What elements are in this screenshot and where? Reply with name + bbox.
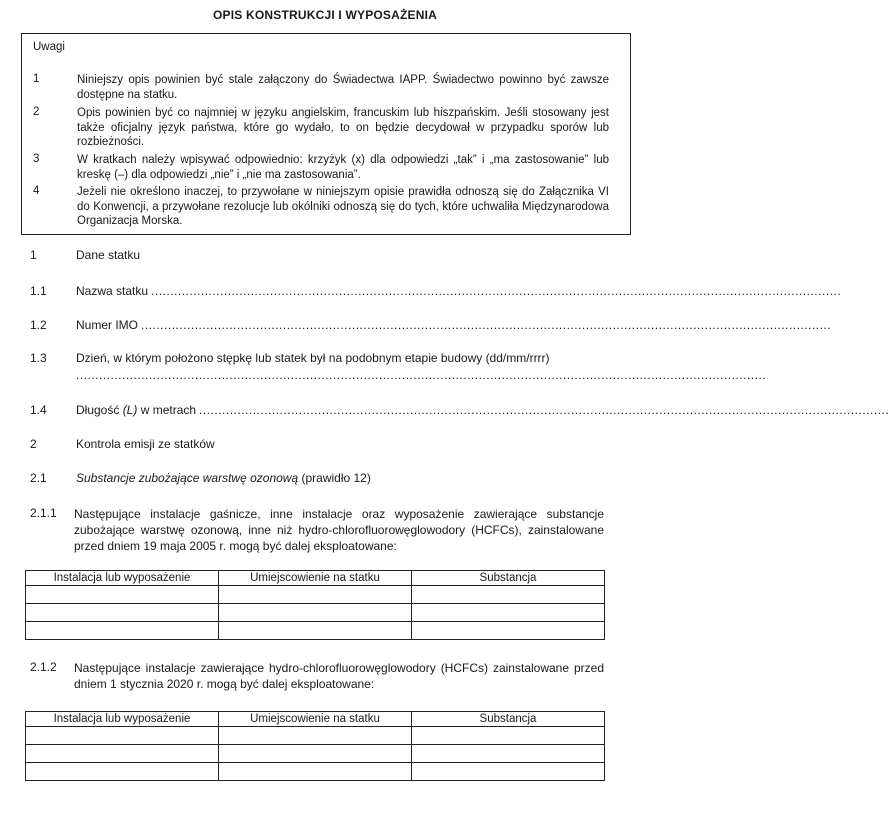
section-number: 2.1.2: [30, 660, 57, 674]
table-cell[interactable]: [219, 727, 412, 745]
ship-name-field[interactable]: [76, 284, 842, 298]
table-row[interactable]: [26, 763, 605, 781]
note-number: 4: [33, 185, 40, 197]
table-row[interactable]: [26, 604, 605, 622]
table-cell[interactable]: [219, 745, 412, 763]
column-header: Umiejscowienie na statku: [219, 712, 412, 727]
table-cell[interactable]: [412, 763, 605, 781]
length-field[interactable]: [76, 403, 889, 417]
table-row[interactable]: [26, 586, 605, 604]
fill-line: ....................................................................................................................................................................................: [151, 284, 842, 298]
note-text: Niniejszy opis powinien być stale załączony do Świadectwa IAPP. Świadectwo powinno być zawsze dostępne na statku.: [77, 74, 609, 101]
table-cell[interactable]: [26, 604, 219, 622]
table-header-row: [26, 571, 605, 586]
subsection-heading: Substancje zubożające warstwę ozonową (prawidło 12): [76, 471, 371, 485]
table-cell[interactable]: [412, 727, 605, 745]
table-cell[interactable]: [219, 604, 412, 622]
fill-line: ....................................................................................................................................................................................: [199, 403, 889, 417]
section-heading: Dane statku: [76, 248, 141, 262]
section-number: 1.2: [30, 318, 47, 332]
column-header: Substancja: [412, 571, 605, 586]
paragraph: Następujące instalacje gaśnicze, inne instalacje oraz wyposażenie zawierające substancje zubożające warstwę ozonową, inne niż hydro-chlorofluorowęglowodory (HCFCs), zainstalowane przed dniem 19 maja 2005 r. mogą być dalej eksploatowane:: [74, 507, 604, 553]
column-header: Substancja: [412, 712, 605, 727]
column-header: Umiejscowienie na statku: [219, 571, 412, 586]
note-number: 2: [33, 106, 40, 118]
table-cell[interactable]: [26, 763, 219, 781]
keel-date-label: Dzień, w którym położono stępkę lub statek był na podobnym etapie budowy (dd/mm/rrrr): [76, 351, 550, 365]
table-cell[interactable]: [219, 622, 412, 640]
table-cell[interactable]: [412, 745, 605, 763]
section-number: 1.4: [30, 403, 47, 417]
table-cell[interactable]: [26, 745, 219, 763]
section-number: 1: [30, 248, 37, 262]
table-cell[interactable]: [219, 763, 412, 781]
note-text: Jeżeli nie określono inaczej, to przywołane w niniejszym opisie prawidła odnoszą się do Załącznika VI do Konwencji, a przywołane rezolucje lub okólniki odnoszą się do tych, które uchwaliła Międzynarodowa Organizacja Morska.: [77, 186, 609, 227]
fill-line: ....................................................................................................................................................................................: [141, 318, 832, 332]
table-cell[interactable]: [412, 622, 605, 640]
field-label: Numer IMO: [76, 318, 139, 332]
section-heading: Kontrola emisji ze statków: [76, 437, 215, 451]
keel-date-field[interactable]: ....................................................................................................................................................................................: [76, 368, 767, 382]
table-cell[interactable]: [26, 622, 219, 640]
hcfc-equipment-table: [25, 711, 605, 781]
paragraph: Następujące instalacje zawierające hydro-chlorofluorowęglowodory (HCFCs) zainstalowane przed dniem 1 stycznia 2020 r. mogą być dalej eksploatowane:: [74, 661, 604, 691]
table-cell[interactable]: [26, 586, 219, 604]
table-row[interactable]: [26, 727, 605, 745]
field-label: Długość (L) w metrach: [76, 403, 197, 417]
section-number: 1.1: [30, 284, 47, 298]
table-row[interactable]: [26, 622, 605, 640]
note-text: W kratkach należy wpisywać odpowiednio: krzyżyk (x) dla odpowiedzi „tak” i „ma zastosowanie” lub kreskę (–) dla odpowiedzi „nie” i „nie ma zastosowania”.: [77, 154, 609, 181]
note-number: 3: [33, 153, 40, 165]
field-label: Nazwa statku: [76, 284, 149, 298]
ods-equipment-table: [25, 570, 605, 640]
section-number: 1.3: [30, 351, 47, 365]
column-header: Instalacja lub wyposażenie: [26, 712, 219, 727]
table-cell[interactable]: [219, 586, 412, 604]
table-row[interactable]: [26, 745, 605, 763]
imo-number-field[interactable]: [76, 318, 832, 332]
section-number: 2: [30, 437, 37, 451]
column-header: Instalacja lub wyposażenie: [26, 571, 219, 586]
note-number: 1: [33, 73, 40, 85]
table-cell[interactable]: [412, 604, 605, 622]
note-text: Opis powinien być co najmniej w języku angielskim, francuskim lub hiszpańskim. Jeśli stosowany jest także oficjalny język państwa, które go wydało, to on będzie decydował w przypadku sporów lub rozbieżności.: [77, 107, 609, 148]
section-number: 2.1.1: [30, 506, 57, 520]
page-title: OPIS KONSTRUKCJI I WYPOSAŻENIA: [212, 8, 438, 22]
notes-heading: Uwagi: [33, 41, 65, 53]
section-number: 2.1: [30, 471, 47, 485]
table-cell[interactable]: [412, 586, 605, 604]
table-cell[interactable]: [26, 727, 219, 745]
table-header-row: [26, 712, 605, 727]
